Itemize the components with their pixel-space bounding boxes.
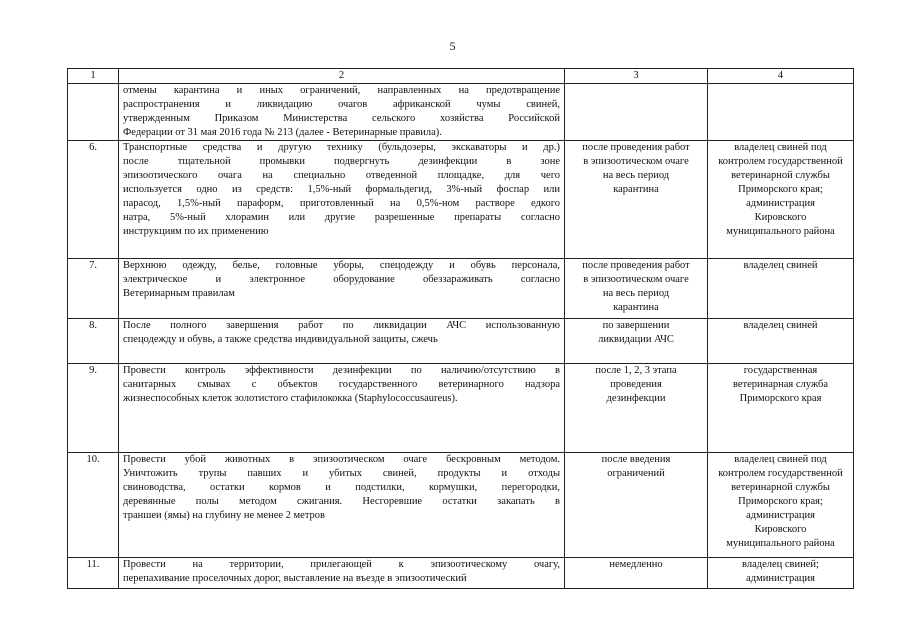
responsible-cell bbox=[708, 319, 854, 364]
timing-cell bbox=[565, 558, 708, 589]
responsible-cell-line: администрация bbox=[746, 510, 815, 521]
responsible-cell bbox=[708, 141, 854, 259]
measure-text-line: распространения и ликвидацию очагов африканской чумы свиней, bbox=[123, 99, 560, 110]
responsible-cell-line: муниципального района bbox=[726, 538, 835, 549]
measure-text bbox=[119, 364, 565, 453]
measure-text bbox=[119, 84, 565, 141]
timing-cell-line: после 1, 2, 3 этапа bbox=[595, 365, 677, 376]
timing-cell-line: карантина bbox=[613, 184, 659, 195]
timing-cell-line: ограничений bbox=[607, 468, 665, 479]
table-row bbox=[68, 141, 854, 259]
header-col-4: 4 bbox=[708, 69, 854, 84]
measure-text-line: отмены карантина и иных ограничений, направленных на предотвращение bbox=[123, 85, 560, 96]
measure-text bbox=[119, 141, 565, 259]
timing-cell bbox=[565, 84, 708, 141]
timing-cell-line: после введения bbox=[601, 454, 671, 465]
table-header-row bbox=[68, 69, 854, 84]
measure-text-line: инструкциям по их применению bbox=[123, 226, 269, 237]
responsible-cell-line: государственная bbox=[743, 365, 818, 376]
table-row bbox=[68, 319, 854, 364]
header-col-3: 3 bbox=[565, 69, 708, 84]
responsible-cell-line: контролем государственной bbox=[718, 156, 843, 167]
responsible-cell-line: муниципального района bbox=[726, 226, 835, 237]
responsible-cell-line: ветеринарная служба bbox=[732, 379, 829, 390]
measure-text-line: перепахивание проселочных дорог, выставление на въезде в эпизоотический bbox=[123, 573, 467, 584]
timing-cell-line: после проведения работ bbox=[582, 142, 690, 153]
measure-text-line: электрическое и электронное оборудование обеззараживать согласно bbox=[123, 274, 560, 285]
table-row bbox=[68, 558, 854, 589]
responsible-cell-line: контролем государственной bbox=[718, 468, 843, 479]
responsible-cell-line: владелец свиней под bbox=[734, 454, 827, 465]
timing-cell bbox=[565, 141, 708, 259]
measure-text-line: Провести на территории, прилегающей к эпизоотическому очагу, bbox=[123, 559, 560, 570]
row-number: 11. bbox=[68, 558, 119, 589]
measure-text-line: после тщательной промывки подвергнуть дезинфекции в зоне bbox=[123, 156, 560, 167]
timing-cell-line: после проведения работ bbox=[582, 260, 690, 271]
timing-cell-line: в эпизоотическом очаге bbox=[583, 156, 689, 167]
measure-text-line: свиноводства, остатки кормов и подстилки, кормушки, перегородки, bbox=[123, 482, 560, 493]
row-number: 8. bbox=[68, 319, 119, 364]
measure-text bbox=[119, 259, 565, 319]
measure-text-line: Транспортные средства и другую технику (бульдозеры, экскаваторы и др.) bbox=[123, 142, 560, 153]
measure-text bbox=[119, 558, 565, 589]
measure-text-line: спецодежду и обувь, а также средства индивидуальной защиты, сжечь bbox=[123, 334, 438, 345]
timing-cell bbox=[565, 453, 708, 558]
measure-text-line: Верхнюю одежду, белье, головные уборы, спецодежду и обувь персонала, bbox=[123, 260, 560, 271]
header-col-2: 2 bbox=[119, 69, 565, 84]
timing-cell-line: ликвидации АЧС bbox=[598, 334, 674, 345]
timing-cell-line: немедленно bbox=[609, 559, 663, 570]
page-number: 5 bbox=[449, 39, 456, 53]
responsible-cell-line: владелец свиней; bbox=[742, 559, 819, 570]
responsible-cell bbox=[708, 259, 854, 319]
row-number: 7. bbox=[68, 259, 119, 319]
measure-text-line: Уничтожить трупы павших и убитых свиней, продукты и отходы bbox=[123, 468, 560, 479]
measure-text-line: используется одно из средств: 1,5%-ный формальдегид, 3%-ный фоспар или bbox=[123, 184, 560, 195]
table-row bbox=[68, 453, 854, 558]
responsible-cell-line: Кировского bbox=[754, 212, 807, 223]
measure-text-line: деревянные полы методом сжигания. Несгоревшие остатки закапать в bbox=[123, 496, 560, 507]
responsible-cell-line: владелец свиней bbox=[743, 260, 818, 271]
timing-cell-line: дезинфекции bbox=[606, 393, 666, 404]
measure-text-line: Провести контроль эффективности дезинфекции по наличию/отсутствию в bbox=[123, 365, 560, 376]
timing-cell bbox=[565, 319, 708, 364]
row-number bbox=[68, 84, 119, 141]
table-row bbox=[68, 84, 854, 141]
measure-text-line: траншеи (ямы) на глубину не менее 2 метров bbox=[123, 510, 325, 521]
responsible-cell-line: администрация bbox=[746, 198, 815, 209]
responsible-cell bbox=[708, 364, 854, 453]
responsible-cell bbox=[708, 84, 854, 141]
measure-text-line: После полного завершения работ по ликвидации АЧС использованную bbox=[123, 320, 560, 331]
timing-cell-line: карантина bbox=[613, 302, 659, 313]
responsible-cell bbox=[708, 453, 854, 558]
measures-table bbox=[67, 68, 854, 589]
measure-text bbox=[119, 319, 565, 364]
timing-cell-line: на весь период bbox=[602, 288, 670, 299]
responsible-cell-line: Приморского края; bbox=[738, 496, 823, 507]
responsible-cell-line: Кировского bbox=[754, 524, 807, 535]
responsible-cell-line: Приморского края; bbox=[738, 184, 823, 195]
measure-text bbox=[119, 453, 565, 558]
measure-text-line: санитарных смывах с объектов государственного ветеринарного надзора bbox=[123, 379, 560, 390]
timing-cell bbox=[565, 259, 708, 319]
table-row bbox=[68, 364, 854, 453]
timing-cell bbox=[565, 364, 708, 453]
timing-cell-line: проведения bbox=[610, 379, 662, 390]
responsible-cell-line: администрация bbox=[746, 573, 815, 584]
timing-cell-line: в эпизоотическом очаге bbox=[583, 274, 689, 285]
timing-cell-line: на весь период bbox=[602, 170, 670, 181]
measure-text-line: натра, 5%-ный хлорамин или другие разрешенные препараты согласно bbox=[123, 212, 560, 223]
timing-cell-line: по завершении bbox=[602, 320, 670, 331]
responsible-cell-line: владелец свиней bbox=[743, 320, 818, 331]
measure-text-line: Провести убой животных в эпизоотическом очаге бескровным методом. bbox=[123, 454, 560, 465]
measure-text-line: парасод, 1,5%-ный параформ, приготовленный на 0,5%-ном растворе едкого bbox=[123, 198, 560, 209]
table-row bbox=[68, 259, 854, 319]
measure-text-line: Ветеринарным правилам bbox=[123, 288, 235, 299]
measure-text-line: Федерации от 31 мая 2016 года № 213 (далее - Ветеринарные правила). bbox=[123, 127, 442, 138]
header-col-1: 1 bbox=[68, 69, 119, 84]
responsible-cell-line: ветеринарной службы bbox=[731, 482, 830, 493]
responsible-cell bbox=[708, 558, 854, 589]
row-number: 9. bbox=[68, 364, 119, 453]
responsible-cell-line: ветеринарной службы bbox=[731, 170, 830, 181]
measure-text-line: эпизоотического очага на специально отведенной площадке, для чего bbox=[123, 170, 560, 181]
responsible-cell-line: владелец свиней под bbox=[734, 142, 827, 153]
measure-text-line: утвержденным Приказом Министерства сельского хозяйства Российской bbox=[123, 113, 560, 124]
row-number: 10. bbox=[68, 453, 119, 558]
responsible-cell-line: Приморского края bbox=[739, 393, 822, 404]
row-number: 6. bbox=[68, 141, 119, 259]
measure-text-line: жизнеспособных клеток золотистого стафилококка (Staphylococcusaureus). bbox=[123, 393, 458, 404]
